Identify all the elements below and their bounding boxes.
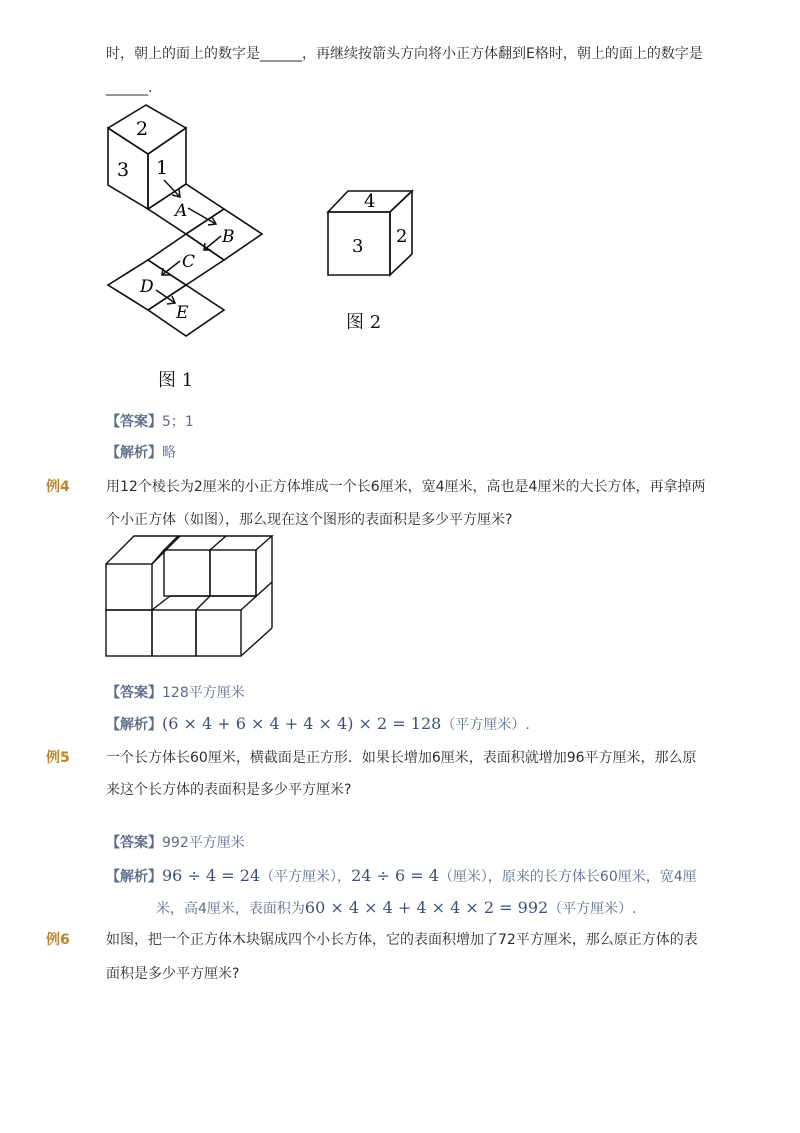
figure-2-caption: 图 2 xyxy=(346,312,382,333)
example-5-tag: 例5 xyxy=(46,750,70,766)
figure-1-caption: 图 1 xyxy=(158,370,194,391)
example-4-answer xyxy=(106,683,245,703)
ex5-analysis-label: 【解析】 xyxy=(106,869,162,885)
example-5-line-1: 一个长方体长60厘米，横截面是正方形．如果长增加6厘米，表面积就增加96平方厘米，那么原 xyxy=(106,750,697,766)
fig2-top-number: 4 xyxy=(364,191,376,212)
example-5-analysis-line-1 xyxy=(106,866,697,887)
ex5-math-2: 24 ÷ 6 = 4 xyxy=(351,866,439,885)
analysis-text: 略 xyxy=(162,445,176,461)
fig1-top-number: 2 xyxy=(136,118,149,140)
example-5-answer xyxy=(106,833,245,853)
intro-line-2: ______. xyxy=(106,80,153,96)
figure-1-diagram xyxy=(100,100,270,345)
ex5-unit-3: （平方厘米）. xyxy=(548,901,637,917)
example-5-analysis-line-2 xyxy=(156,898,637,919)
ex5-math-3: 60 × 4 × 4 + 4 × 4 × 2 = 992 xyxy=(304,898,549,917)
fig1-cell-c-label: C xyxy=(182,252,196,272)
analysis-label: 【解析】 xyxy=(106,445,162,461)
figure-2-diagram xyxy=(322,185,417,280)
ex5-math-1: 96 ÷ 4 = 24 xyxy=(162,866,261,885)
example-4-block-diagram xyxy=(100,530,280,662)
ex5-unit-1: （平方厘米）， xyxy=(260,869,352,885)
analysis-block-prev xyxy=(106,443,176,463)
ex4-answer-text: 128平方厘米 xyxy=(162,685,245,701)
fig1-left-number: 3 xyxy=(117,159,130,181)
fig2-right-number: 2 xyxy=(396,226,408,247)
fig2-front-number: 3 xyxy=(352,236,364,257)
fig1-cell-a-label: A xyxy=(175,201,188,221)
ex4-analysis-label: 【解析】 xyxy=(106,717,162,733)
fig1-cell-e-label: E xyxy=(176,303,189,323)
ex4-analysis-math: (6 × 4 + 6 × 4 + 4 × 4) × 2 = 128 xyxy=(162,714,442,733)
answer-block-prev xyxy=(106,412,194,432)
example-4-tag: 例4 xyxy=(46,479,70,495)
answer-label: 【答案】 xyxy=(106,414,162,430)
ex4-answer-label: 【答案】 xyxy=(106,685,162,701)
ex5-unit-2: （厘米），原来的长方体长60厘米，宽4厘 xyxy=(438,869,697,885)
ex4-analysis-unit: （平方厘米）. xyxy=(441,717,530,733)
intro-line-1: 时，朝上的面上的数字是______，再继续按箭头方向将小正方体翻到E格时，朝上的面上的数字是 xyxy=(106,46,703,62)
example-5-line-2: 来这个长方体的表面积是多少平方厘米? xyxy=(106,782,352,798)
fig1-front-number: 1 xyxy=(156,157,169,179)
fig1-cell-b-label: B xyxy=(222,227,235,247)
example-6-tag: 例6 xyxy=(46,932,70,948)
fig1-cell-d-label: D xyxy=(140,277,154,297)
ex5-answer-label: 【答案】 xyxy=(106,835,162,851)
answer-text: 5；1 xyxy=(162,414,194,430)
example-6-line-1: 如图，把一个正方体木块锯成四个小长方体，它的表面积增加了72平方厘米，那么原正方体的表 xyxy=(106,932,698,948)
example-6-line-2: 面积是多少平方厘米? xyxy=(106,966,240,982)
example-4-line-2: 个小正方体（如图），那么现在这个图形的表面积是多少平方厘米? xyxy=(106,512,513,528)
example-4-line-1: 用12个棱长为2厘米的小正方体堆成一个长6厘米，宽4厘米，高也是4厘米的大长方体，再拿掉两 xyxy=(106,479,706,495)
example-4-analysis xyxy=(106,714,530,735)
ex5-answer-text: 992平方厘米 xyxy=(162,835,245,851)
ex5-line2-pre: 米，高4厘米，表面积为 xyxy=(156,901,305,917)
